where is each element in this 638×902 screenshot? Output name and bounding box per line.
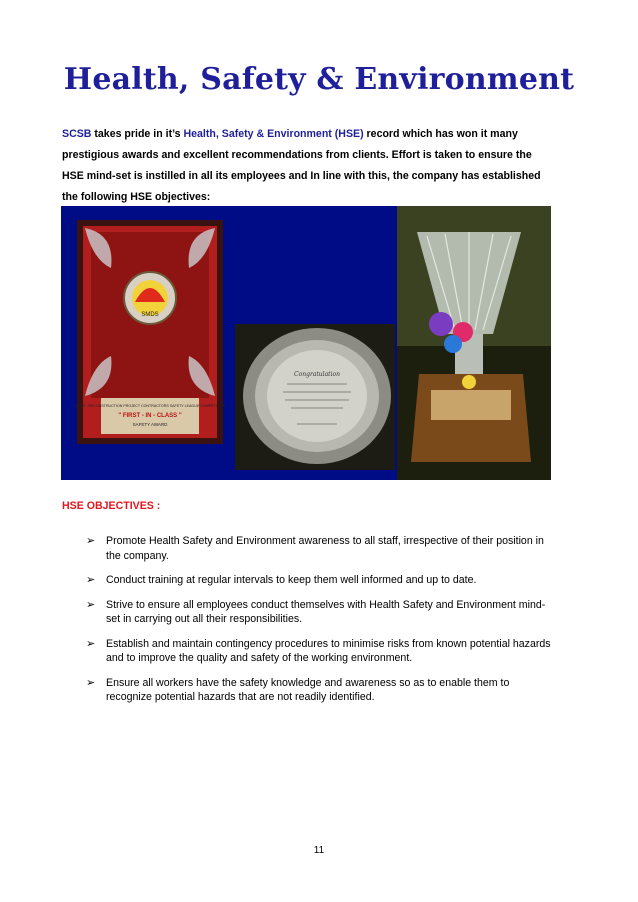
arrow-bullet-icon: ➢ — [86, 597, 96, 611]
crystal-trophy-award — [397, 206, 551, 480]
awards-photo-panel — [61, 206, 551, 480]
plaque-badge-text: SMDS — [141, 312, 159, 318]
objective-item — [86, 637, 556, 666]
plate-text: Congratulation — [294, 371, 340, 378]
intro-text-1: takes pride in it’s — [91, 128, 184, 140]
objective-text: Establish and maintain contingency procedures to minimise risks from known potential hazards and to improve the quality and safety of the working environment. — [106, 637, 551, 664]
objective-item — [86, 534, 556, 563]
awards-photo — [61, 206, 551, 480]
plaque-subcaption: SAFETY AWARD — [132, 422, 168, 427]
arrow-bullet-icon: ➢ — [86, 675, 96, 689]
objective-item — [86, 573, 556, 588]
page-title: Health, Safety & Environment — [63, 62, 575, 97]
company-name: SCSB — [62, 128, 92, 140]
objectives-heading: HSE OBJECTIVES : — [62, 500, 161, 512]
objective-text: Ensure all workers have the safety knowledge and awareness so as to enable them to recognize potential hazards that are not readily identified. — [106, 676, 510, 703]
objective-text: Promote Health Safety and Environment awareness to all staff, irrespective of their position in the company. — [106, 535, 544, 562]
intro-text-2: record which has won it many prestigious awards and excellent recommendations from clients. Effort is taken to ensure the HSE mind-set is instilled in all its employees and In line with this, the company has established the following HSE objectives: — [62, 128, 541, 203]
objective-item — [86, 676, 556, 705]
objective-text: Strive to ensure all employees conduct themselves with Health Safety and Environment mind-set in carrying out all their responsibilities. — [106, 598, 546, 625]
page-number: 11 — [313, 845, 325, 856]
plate-award — [235, 324, 395, 470]
objectives-list — [86, 534, 556, 715]
plaque-caption: SMDS - RECONSTRUCTION PROJECT CONTRACTORS SAFETY LEAGUE COMPETITION — [74, 404, 226, 408]
intro-paragraph — [62, 124, 556, 208]
plaque-highlight: " FIRST - IN - CLASS " — [118, 413, 182, 419]
objective-item — [86, 598, 556, 627]
objective-text: Conduct training at regular intervals to keep them well informed and up to date. — [106, 574, 477, 586]
arrow-bullet-icon: ➢ — [86, 573, 96, 586]
arrow-bullet-icon: ➢ — [86, 636, 96, 650]
plaque-award — [75, 220, 226, 444]
hse-name: Health, Safety & Environment (HSE) — [183, 128, 364, 140]
arrow-bullet-icon: ➢ — [86, 534, 96, 547]
